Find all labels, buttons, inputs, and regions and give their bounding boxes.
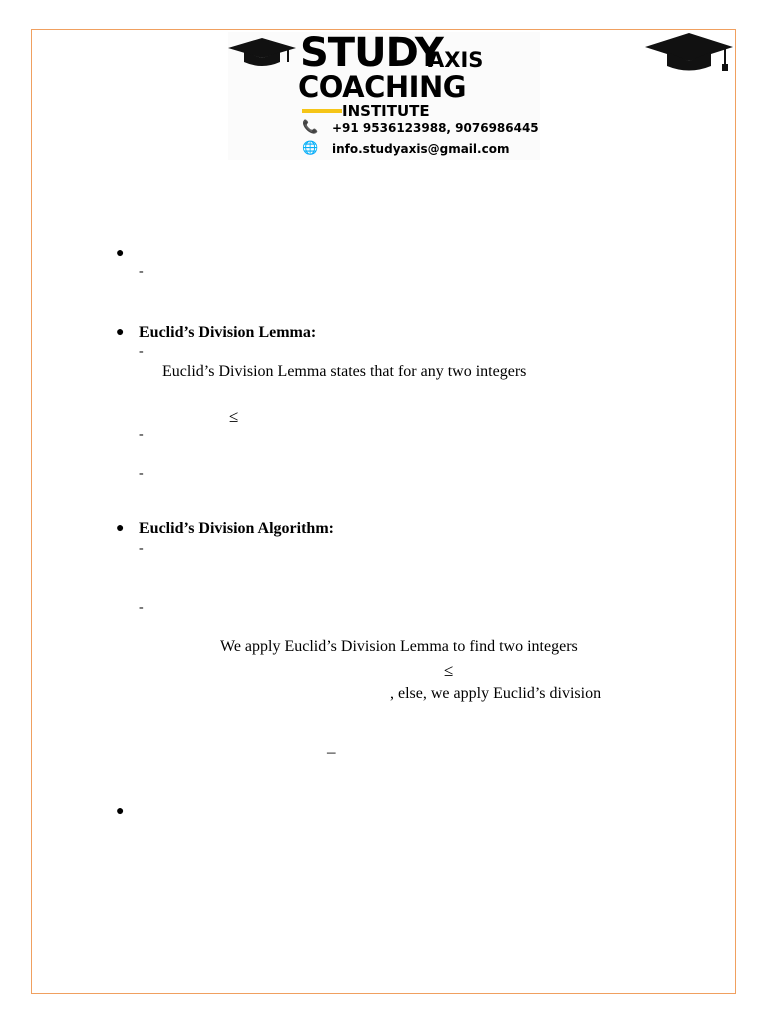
- phone-number: +91 9536123988, 9076986445: [332, 121, 539, 135]
- dash: -: [139, 600, 144, 615]
- phone-contact: [302, 121, 539, 135]
- bullet-1: ●: [116, 246, 125, 261]
- dash: -: [139, 466, 144, 481]
- email-address: info.studyaxis@gmail.com: [332, 142, 510, 156]
- leq-symbol: ≤: [229, 407, 239, 426]
- bullet-2: ●: [116, 325, 125, 340]
- brand-coaching-text: COACHING: [298, 70, 467, 104]
- section-heading-lemma: Euclid’s Division Lemma:: [139, 324, 317, 341]
- dash: -: [139, 264, 144, 279]
- globe-icon: 🌐: [302, 141, 319, 156]
- brand-accent-bar: [302, 109, 342, 113]
- minus-symbol: –: [327, 742, 336, 761]
- graduation-cap-icon: [228, 38, 296, 68]
- phone-icon: 📞: [302, 120, 319, 135]
- dash: -: [139, 541, 144, 556]
- lemma-text: Euclid’s Division Lemma states that for any two integers: [162, 363, 527, 380]
- bullet-3: ●: [116, 521, 125, 536]
- leq-symbol: ≤: [444, 661, 454, 680]
- graduation-cap-icon: [645, 33, 733, 73]
- algorithm-text-2: , else, we apply Euclid’s division: [390, 685, 602, 702]
- dash: -: [139, 427, 144, 442]
- brand-study-text: STUDY: [300, 30, 443, 76]
- algorithm-text: We apply Euclid’s Division Lemma to find two integers: [220, 638, 578, 655]
- bullet-4: ●: [116, 804, 125, 819]
- brand-axis-text: AXIS: [428, 48, 484, 72]
- brand-institute-text: INSTITUTE: [342, 102, 430, 120]
- dash: -: [139, 344, 144, 359]
- section-heading-algorithm: Euclid’s Division Algorithm:: [139, 520, 334, 537]
- email-contact: [302, 142, 509, 156]
- page-border: [31, 29, 736, 994]
